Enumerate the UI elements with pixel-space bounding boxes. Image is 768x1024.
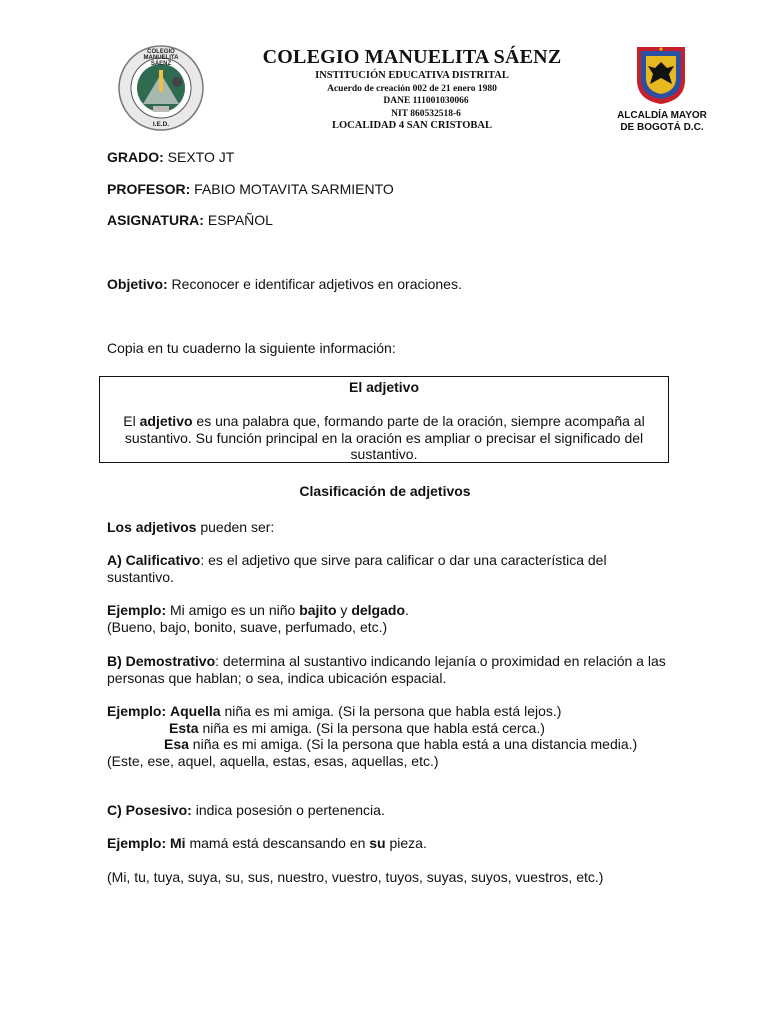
header-line-acuerdo: Acuerdo de creación 002 de 21 enero 1980 [327,83,497,94]
alcaldia-line-2: DE BOGOTÁ D.C. [620,122,704,133]
posesivo-example-text-2: pieza. [385,835,427,851]
header-line-dane: DANE 111001030066 [383,96,469,106]
page-title: COLEGIO MANUELITA SÁENZ [262,46,562,68]
school-logo-text: COLEGIO MANUELITA SÁENZ [143,49,179,67]
posesivo-list: (Mi, tu, tuya, suya, su, sus, nuestro, vuestro, tuyos, suyas, suyos, vuestros, etc.) [107,869,604,885]
demostrativo-text-2: personas que hablan; o sea, indica ubicación espacial. [107,669,447,686]
calificativo-list: (Bueno, bajo, bonito, suave, perfumado, etc.) [107,618,388,635]
demostrativo-example-bold-1: Aquella [170,703,221,719]
intro-bold: Los adjetivos [107,519,197,535]
asignatura-value: ESPAÑOL [203,212,273,228]
calificativo-example-text-1: Mi amigo es un niño [166,602,300,618]
definition-text [114,413,654,463]
alcaldia-shield [634,44,688,106]
calificativo-example-bold-2: delgado [351,602,405,618]
calificativo-example-bold-1: bajito [299,602,337,618]
posesivo-example-text-1: mamá está descansando en [185,835,370,851]
calificativo-example-text-2: y [336,602,352,618]
posesivo-text: indica posesión o pertenencia. [191,802,385,818]
definition-text-start: El [123,413,140,429]
objetivo-label: Objetivo: [107,276,168,292]
asignatura-line [107,212,667,229]
demostrativo-example-text-2: niña es mi amiga. (Si la persona que habla está cerca.) [198,719,545,736]
objetivo-line [107,276,667,293]
demostrativo-example [107,703,687,769]
header-line-institucion: INSTITUCIÓN EDUCATIVA DISTRITAL [315,70,509,81]
demostrativo-list: (Este, ese, aquel, aquella, estas, esas, aquellas, etc.) [107,752,439,769]
bogota-coat-of-arms-icon [634,44,688,106]
posesivo-label: C) Posesivo: [107,802,192,818]
demostrativo-label: B) Demostrativo [107,653,216,669]
grado-label: GRADO: [107,149,164,165]
posesivo-example-bold-2: su [369,835,386,851]
definition-text-rest: es una palabra que, formando parte de la oración, siempre acompaña al sustantivo. Su función principal en la oración es ampliar o precisar el significado del sustantivo. [124,413,645,462]
profesor-value: FABIO MOTAVITA SARMIENTO [190,181,394,197]
profesor-label: PROFESOR: [107,181,191,197]
demostrativo-example-bold-3: Esa [164,736,189,752]
asignatura-label: ASIGNATURA: [107,212,204,228]
header-line-localidad: LOCALIDAD 4 SAN CRISTOBAL [332,120,492,131]
definition-box [99,376,669,463]
alcaldia-line-1: ALCALDÍA MAYOR [617,110,707,121]
posesivo-example-label: Ejemplo: [107,835,167,851]
calificativo-example-text-3: . [405,602,409,618]
school-logo-subtext: I.E.D. [152,121,170,128]
grado-line [107,149,667,166]
definition-keyword: adjetivo [139,413,193,429]
demostrativo-example-label: Ejemplo: [107,703,167,719]
intro-line [107,519,667,536]
calificativo-definition [107,552,667,585]
demostrativo-text: : determina al sustantivo indicando lejanía o proximidad en relación a las [215,653,666,669]
calificativo-label: A) Calificativo [107,552,201,568]
demostrativo-definition [107,653,687,686]
header-line-nit: NIT 860532518-6 [391,108,461,119]
demostrativo-example-bold-2: Esta [169,719,199,736]
header-details [200,70,624,133]
demostrativo-example-text-3: niña es mi amiga. (Si la persona que habla está a una distancia media.) [188,736,638,752]
posesivo-example [107,835,667,852]
intro-text: pueden ser: [196,519,275,535]
calificativo-text: : es el adjetivo que sirve para calificar o dar una característica del [200,552,607,568]
definition-title: El adjetivo [348,379,420,395]
alcaldia-label [606,110,718,134]
calificativo-example-label: Ejemplo: [107,602,167,618]
grado-value: SEXTO JT [163,149,235,165]
profesor-line [107,181,667,198]
objetivo-text: Reconocer e identificar adjetivos en oraciones. [167,276,462,292]
posesivo-example-bold-1: Mi [170,835,186,851]
demostrativo-example-text-1: niña es mi amiga. (Si la persona que habla está lejos.) [220,703,562,719]
clasificacion-title: Clasificación de adjetivos [299,483,471,499]
posesivo-definition [107,802,667,819]
calificativo-text-2: sustantivo. [107,568,174,585]
instruccion-line: Copia en tu cuaderno la siguiente información: [107,340,396,356]
calificativo-example [107,602,667,635]
